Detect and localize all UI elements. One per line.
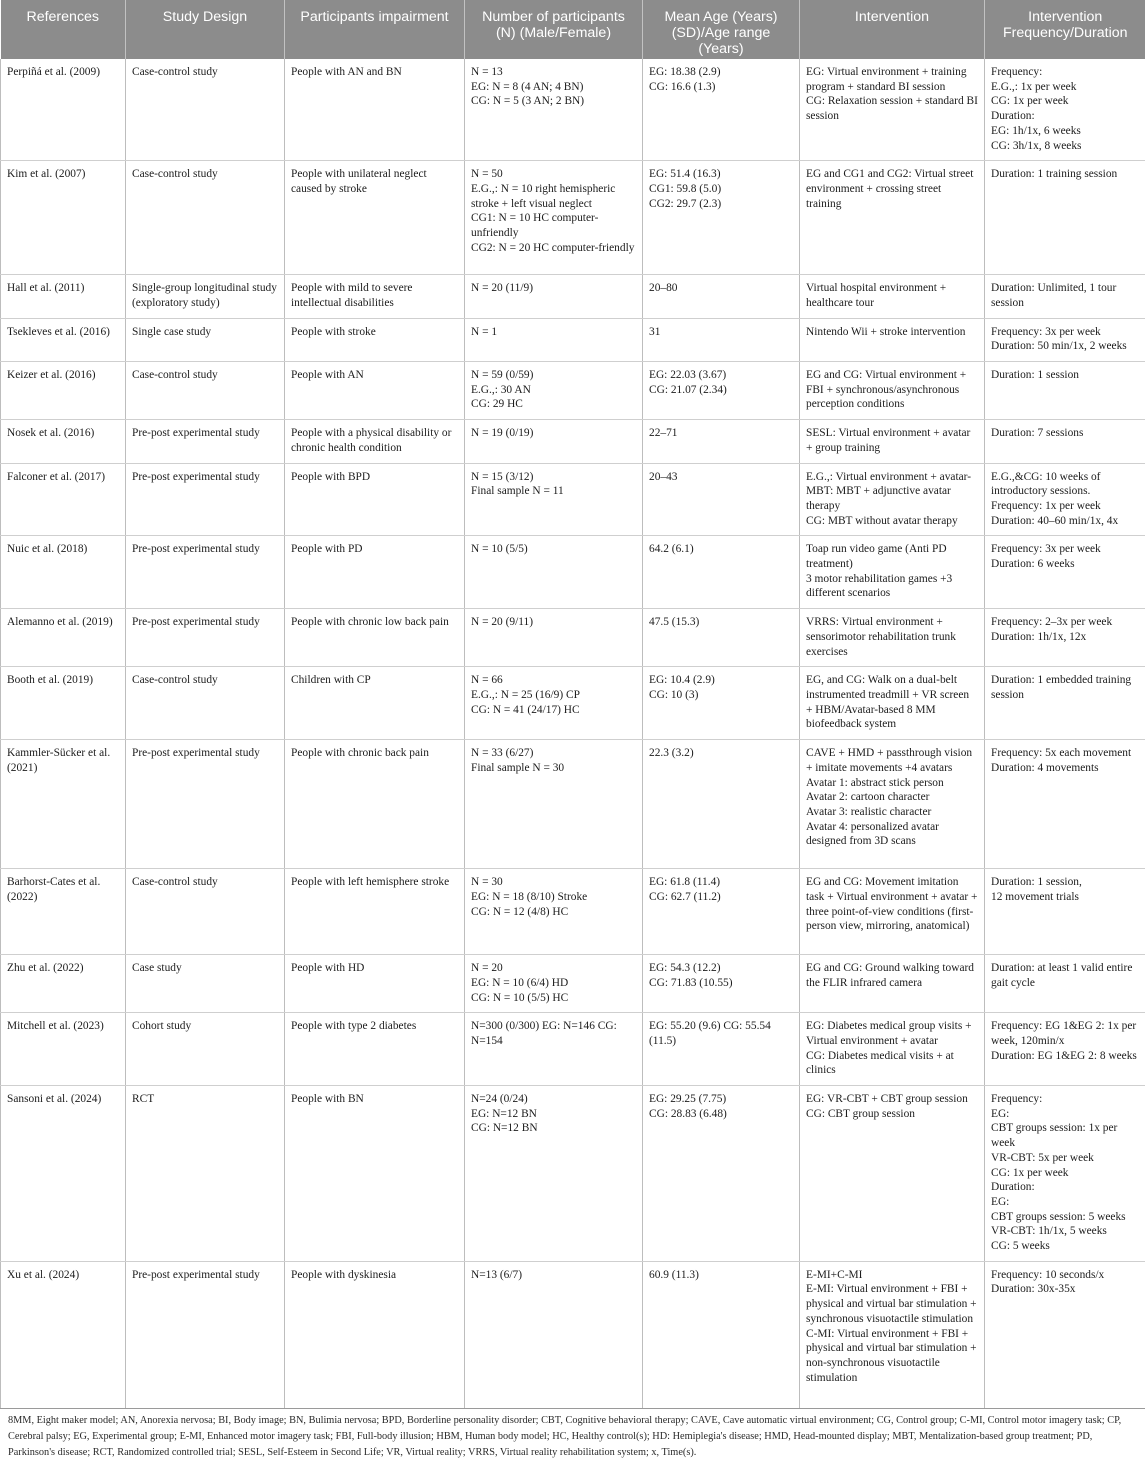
cell-frequency-duration: Frequency: 2–3x per week Duration: 1h/1x, 12x — [985, 609, 1145, 667]
cell-reference: Perpiñá et al. (2009) — [1, 59, 126, 161]
table-row — [1, 667, 1145, 740]
cell-participants-impairment: People with PD — [285, 536, 465, 609]
cell-frequency-duration: Frequency: E.G.,: 1x per week CG: 1x per week Duration: EG: 1h/1x, 6 weeks CG: 3h/1x, 8 weeks — [985, 59, 1145, 161]
cell-number-of-participants: N = 59 (0/59) E.G.,: 30 AN CG: 29 HC — [465, 362, 643, 420]
cell-intervention: VRRS: Virtual environment + sensorimotor rehabilitation trunk exercises — [800, 609, 985, 667]
cell-reference: Alemanno et al. (2019) — [1, 609, 126, 667]
cell-number-of-participants: N = 20 (11/9) — [465, 275, 643, 318]
cell-participants-impairment: People with HD — [285, 955, 465, 1013]
table-row — [1, 318, 1145, 361]
cell-reference: Falconer et al. (2017) — [1, 463, 126, 536]
cell-participants-impairment: Children with CP — [285, 667, 465, 740]
cell-frequency-duration: Duration: Unlimited, 1 tour session — [985, 275, 1145, 318]
cell-intervention: CAVE + HMD + passthrough vision + imitate movements +4 avatars Avatar 1: abstract stick person Avatar 2: cartoon character Avatar 3: realistic character Avatar 4: personalized avatar designed from 3D scans — [800, 740, 985, 869]
cell-intervention: EG, and CG: Walk on a dual-belt instrumented treadmill + VR screen + HBM/Avatar-based 8 MM biofeedback system — [800, 667, 985, 740]
cell-participants-impairment: People with dyskinesia — [285, 1261, 465, 1408]
cell-mean-age: 60.9 (11.3) — [643, 1261, 800, 1408]
table-row — [1, 740, 1145, 869]
cell-intervention: Toap run video game (Anti PD treatment) 3 motor rehabilitation games +3 different scenarios — [800, 536, 985, 609]
cell-intervention: EG and CG: Virtual environment + FBI + synchronous/asynchronous perception conditions — [800, 362, 985, 420]
cell-intervention: EG and CG: Movement imitation task + Virtual environment + avatar + three point-of-view conditions (first-person view, mirroring, anatomical) — [800, 869, 985, 955]
cell-reference: Mitchell et al. (2023) — [1, 1013, 126, 1086]
cell-study-design: Case study — [126, 955, 285, 1013]
cell-mean-age: EG: 54.3 (12.2) CG: 71.83 (10.55) — [643, 955, 800, 1013]
cell-participants-impairment: People with AN and BN — [285, 59, 465, 161]
cell-study-design: Pre-post experimental study — [126, 740, 285, 869]
cell-reference: Zhu et al. (2022) — [1, 955, 126, 1013]
cell-intervention: E-MI+C-MI E-MI: Virtual environment + FBI + physical and virtual bar stimulation + synchronous visuotactile stimulation C-MI: Virtual environment + FBI + physical and virtual bar stimulation + non-synchronous visuotactile stimulation — [800, 1261, 985, 1408]
header-references: References — [1, 0, 126, 59]
header-study-design: Study Design — [126, 0, 285, 59]
cell-frequency-duration: E.G.,&CG: 10 weeks of introductory sessions. Frequency: 1x per week Duration: 40–60 min/1x, 4x — [985, 463, 1145, 536]
cell-number-of-participants: N=300 (0/300) EG: N=146 CG: N=154 — [465, 1013, 643, 1086]
cell-intervention: EG: Virtual environment + training program + standard BI session CG: Relaxation session + standard BI session — [800, 59, 985, 161]
cell-study-design: Single-group longitudinal study (exploratory study) — [126, 275, 285, 318]
table-row — [1, 869, 1145, 955]
cell-mean-age: 20–80 — [643, 275, 800, 318]
cell-number-of-participants: N = 15 (3/12) Final sample N = 11 — [465, 463, 643, 536]
cell-intervention: Nintendo Wii + stroke intervention — [800, 318, 985, 361]
cell-mean-age: EG: 55.20 (9.6) CG: 55.54 (11.5) — [643, 1013, 800, 1086]
table-row — [1, 1013, 1145, 1086]
cell-number-of-participants: N = 19 (0/19) — [465, 420, 643, 463]
cell-mean-age: 47.5 (15.3) — [643, 609, 800, 667]
cell-participants-impairment: People with stroke — [285, 318, 465, 361]
cell-intervention: E.G.,: Virtual environment + avatar-MBT: MBT + adjunctive avatar therapy CG: MBT without avatar therapy — [800, 463, 985, 536]
cell-number-of-participants: N = 20 (9/11) — [465, 609, 643, 667]
cell-mean-age: 64.2 (6.1) — [643, 536, 800, 609]
table-row — [1, 1261, 1145, 1408]
header-mean-age: Mean Age (Years) (SD)/Age range (Years) — [643, 0, 800, 59]
cell-reference: Nuic et al. (2018) — [1, 536, 126, 609]
cell-mean-age: 22.3 (3.2) — [643, 740, 800, 869]
cell-mean-age: EG: 61.8 (11.4) CG: 62.7 (11.2) — [643, 869, 800, 955]
header-row — [1, 0, 1145, 59]
cell-frequency-duration: Frequency: 3x per week Duration: 6 weeks — [985, 536, 1145, 609]
cell-participants-impairment: People with chronic back pain — [285, 740, 465, 869]
cell-frequency-duration: Duration: 1 session, 12 movement trials — [985, 869, 1145, 955]
cell-reference: Kim et al. (2007) — [1, 161, 126, 275]
cell-study-design: RCT — [126, 1086, 285, 1262]
cell-mean-age: 22–71 — [643, 420, 800, 463]
cell-intervention: EG: VR-CBT + CBT group session CG: CBT group session — [800, 1086, 985, 1262]
cell-number-of-participants: N = 30 EG: N = 18 (8/10) Stroke CG: N = 12 (4/8) HC — [465, 869, 643, 955]
cell-reference: Booth et al. (2019) — [1, 667, 126, 740]
table-row — [1, 362, 1145, 420]
cell-frequency-duration: Duration: 1 session — [985, 362, 1145, 420]
cell-participants-impairment: People with AN — [285, 362, 465, 420]
cell-reference: Keizer et al. (2016) — [1, 362, 126, 420]
cell-study-design: Pre-post experimental study — [126, 463, 285, 536]
cell-study-design: Case-control study — [126, 161, 285, 275]
header-frequency-duration: Intervention Frequency/Duration — [985, 0, 1145, 59]
table-row — [1, 463, 1145, 536]
cell-frequency-duration: Frequency: EG: CBT groups session: 1x per week VR-CBT: 5x per week CG: 1x per week Duration: EG: CBT groups session: 5 weeks VR-CBT: 1h/1x, 5 weeks CG: 5 weeks — [985, 1086, 1145, 1262]
cell-study-design: Pre-post experimental study — [126, 1261, 285, 1408]
table-row — [1, 161, 1145, 275]
cell-frequency-duration: Frequency: 5x each movement Duration: 4 movements — [985, 740, 1145, 869]
cell-reference: Barhorst-Cates et al. (2022) — [1, 869, 126, 955]
header-intervention: Intervention — [800, 0, 985, 59]
cell-participants-impairment: People with a physical disability or chronic health condition — [285, 420, 465, 463]
cell-participants-impairment: People with BN — [285, 1086, 465, 1262]
table-row — [1, 609, 1145, 667]
cell-study-design: Case-control study — [126, 59, 285, 161]
cell-mean-age: EG: 10.4 (2.9) CG: 10 (3) — [643, 667, 800, 740]
cell-study-design: Case-control study — [126, 869, 285, 955]
cell-study-design: Case-control study — [126, 362, 285, 420]
table-row — [1, 955, 1145, 1013]
cell-number-of-participants: N = 13 EG: N = 8 (4 AN; 4 BN) CG: N = 5 (3 AN; 2 BN) — [465, 59, 643, 161]
cell-frequency-duration: Frequency: 3x per week Duration: 50 min/1x, 2 weeks — [985, 318, 1145, 361]
cell-mean-age: EG: 51.4 (16.3) CG1: 59.8 (5.0) CG2: 29.7 (2.3) — [643, 161, 800, 275]
cell-frequency-duration: Frequency: EG 1&EG 2: 1x per week, 120min/x Duration: EG 1&EG 2: 8 weeks — [985, 1013, 1145, 1086]
cell-study-design: Pre-post experimental study — [126, 536, 285, 609]
cell-number-of-participants: N=13 (6/7) — [465, 1261, 643, 1408]
cell-number-of-participants: N = 66 E.G.,: N = 25 (16/9) CP CG: N = 41 (24/17) HC — [465, 667, 643, 740]
cell-mean-age: EG: 29.25 (7.75) CG: 28.83 (6.48) — [643, 1086, 800, 1262]
cell-participants-impairment: People with left hemisphere stroke — [285, 869, 465, 955]
cell-study-design: Case-control study — [126, 667, 285, 740]
cell-intervention: EG and CG1 and CG2: Virtual street environment + crossing street training — [800, 161, 985, 275]
cell-number-of-participants: N = 20 EG: N = 10 (6/4) HD CG: N = 10 (5/5) HC — [465, 955, 643, 1013]
cell-intervention: EG and CG: Ground walking toward the FLIR infrared camera — [800, 955, 985, 1013]
cell-number-of-participants: N = 1 — [465, 318, 643, 361]
cell-number-of-participants: N = 33 (6/27) Final sample N = 30 — [465, 740, 643, 869]
cell-study-design: Pre-post experimental study — [126, 609, 285, 667]
cell-intervention: EG: Diabetes medical group visits + Virtual environment + avatar CG: Diabetes medical visits + at clinics — [800, 1013, 985, 1086]
cell-reference: Kammler-Sücker et al. (2021) — [1, 740, 126, 869]
cell-number-of-participants: N = 10 (5/5) — [465, 536, 643, 609]
header-participants-impairment: Participants impairment — [285, 0, 465, 59]
cell-participants-impairment: People with unilateral neglect caused by stroke — [285, 161, 465, 275]
cell-number-of-participants: N=24 (0/24) EG: N=12 BN CG: N=12 BN — [465, 1086, 643, 1262]
cell-study-design: Single case study — [126, 318, 285, 361]
table-row — [1, 536, 1145, 609]
cell-mean-age: 20–43 — [643, 463, 800, 536]
cell-participants-impairment: People with chronic low back pain — [285, 609, 465, 667]
cell-reference: Nosek et al. (2016) — [1, 420, 126, 463]
cell-frequency-duration: Frequency: 10 seconds/x Duration: 30x-35x — [985, 1261, 1145, 1408]
table-body — [1, 59, 1145, 1408]
cell-participants-impairment: People with type 2 diabetes — [285, 1013, 465, 1086]
cell-frequency-duration: Duration: at least 1 valid entire gait cycle — [985, 955, 1145, 1013]
cell-reference: Xu et al. (2024) — [1, 1261, 126, 1408]
table-row — [1, 275, 1145, 318]
cell-participants-impairment: People with BPD — [285, 463, 465, 536]
cell-frequency-duration: Duration: 7 sessions — [985, 420, 1145, 463]
cell-intervention: SESL: Virtual environment + avatar + group training — [800, 420, 985, 463]
table-row — [1, 59, 1145, 161]
cell-reference: Sansoni et al. (2024) — [1, 1086, 126, 1262]
cell-study-design: Pre-post experimental study — [126, 420, 285, 463]
table-row — [1, 420, 1145, 463]
cell-reference: Tsekleves et al. (2016) — [1, 318, 126, 361]
header-number-of-participants: Number of participants (N) (Male/Female) — [465, 0, 643, 59]
cell-mean-age: 31 — [643, 318, 800, 361]
cell-intervention: Virtual hospital environment + healthcare tour — [800, 275, 985, 318]
table-header — [1, 0, 1145, 59]
table-row — [1, 1086, 1145, 1262]
cell-reference: Hall et al. (2011) — [1, 275, 126, 318]
cell-study-design: Cohort study — [126, 1013, 285, 1086]
cell-participants-impairment: People with mild to severe intellectual disabilities — [285, 275, 465, 318]
table-footnote: 8MM, Eight maker model; AN, Anorexia nervosa; BI, Body image; BN, Bulimia nervosa; BPD, Borderline personality disorder; CBT, Cognitive behavioral therapy; CAVE, Cave automatic virtual environment; CG, Control group; C-MI, Control motor imagery task; CP, Cerebral palsy; EG, Experimental group; E-MI, Enhanced motor imagery task; FBI, Full-body illusion; HBM, Human body model; HC, Healthy control(s); HD: Hemiplegia's disease; HMD, Head-mounted display; MBT, Mentalization-based group treatment; PD, Parkinson's disease; RCT, Randomized controlled trial; SESL, Self-Esteem in Second Life; VR, Virtual reality; VRRS, Virtual reality rehabilitation system; x, Time(s). — [8, 1413, 1140, 1460]
cell-frequency-duration: Duration: 1 embedded training session — [985, 667, 1145, 740]
cell-number-of-participants: N = 50 E.G.,: N = 10 right hemispheric stroke + left visual neglect CG1: N = 10 HC computer-unfriendly CG2: N = 20 HC computer-friendly — [465, 161, 643, 275]
cell-frequency-duration: Duration: 1 training session — [985, 161, 1145, 275]
cell-mean-age: EG: 18.38 (2.9) CG: 16.6 (1.3) — [643, 59, 800, 161]
cell-mean-age: EG: 22.03 (3.67) CG: 21.07 (2.34) — [643, 362, 800, 420]
